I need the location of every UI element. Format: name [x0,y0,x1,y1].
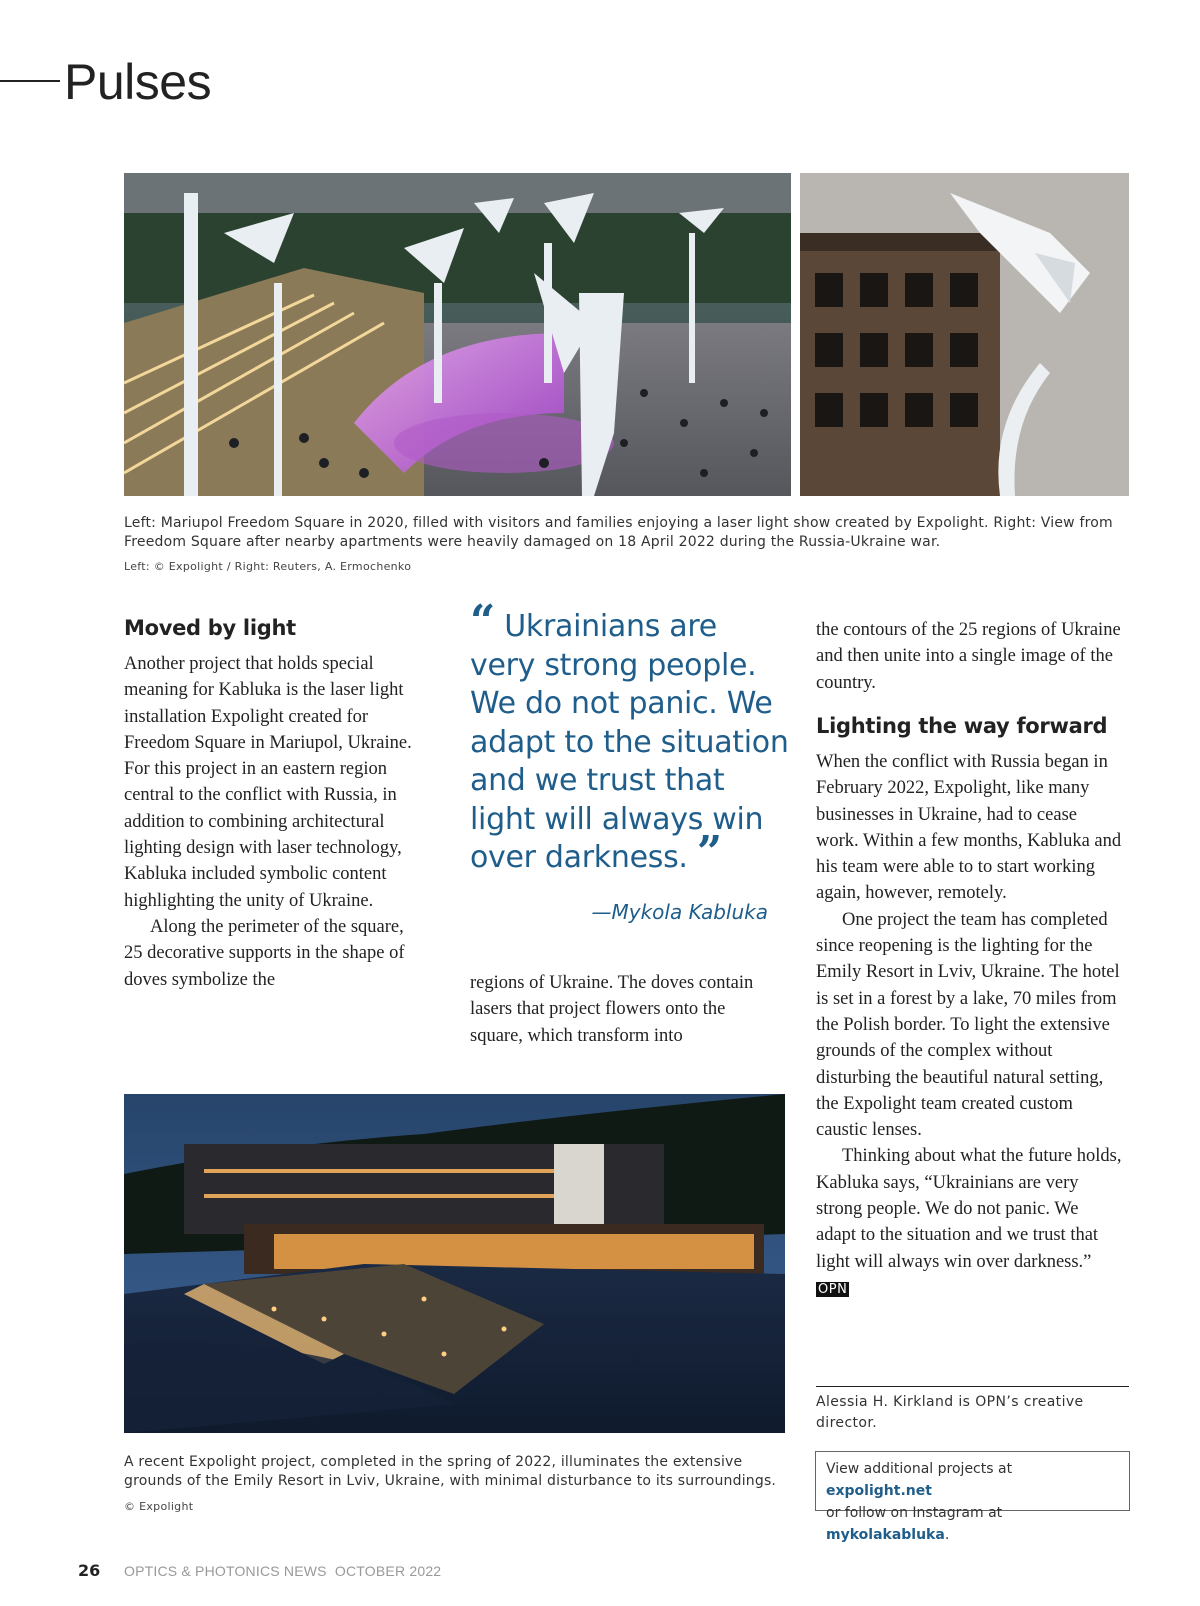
paragraph: When the conflict with Russia began in February 2022, Expolight, like many businesses in Ukraine, had to cease work. Within a few months, Kabluka and his team were able to to start working again, however, remotely. [816,752,1122,904]
box-line1-text: View additional projects at [826,1461,1013,1477]
paragraph [816,1143,1122,1303]
paragraph-text: Thinking about what the future holds, Kabluka says, “Ukrainians are very strong people. We do not panic. We adapt to the situation and we trust that light will always win over darkness.” [816,1146,1122,1272]
emily-resort-photo [124,1094,785,1433]
more-info-box [815,1451,1130,1543]
column-1-text [124,651,414,993]
page-number: 26 [78,1561,101,1580]
section-title: Pulses [64,54,212,110]
bio-rule [816,1386,1129,1387]
paragraph: One project the team has completed since reopening is the lighting for the Emily Resort in Lviv, Ukraine. The hotel is set in a forest by a lake, 70 miles from the Polish border. To light the extensive grounds of the complex without disturbing the beautiful natural setting, the Expolight team created custom caustic lenses. [816,909,1120,1141]
pull-quote [470,596,790,878]
damaged-building-photo [800,173,1129,496]
instagram-link[interactable]: mykolakabluka [826,1527,945,1543]
author-bio: Alessia H. Kirkland is OPN’s creative director. [816,1394,1084,1431]
heading-moved-by-light: Moved by light [124,616,296,640]
paragraph: Along the perimeter of the square, 25 decorative supports in the shape of doves symbolize the [124,916,405,990]
paragraph: regions of Ukraine. The doves contain lasers that project flowers onto the square, which transform into [470,973,754,1046]
freedom-square-photo [124,173,791,496]
pull-quote-attribution: —Mykola Kabluka [591,900,768,924]
pull-quote-text: Ukrainians are very strong people. We do not panic. We adapt to the situation and we trust that light will always win over darkness. [470,609,789,875]
paragraph: Another project that holds special meaning for Kabluka is the laser light installation Expolight created for Freedom Square in Mariupol, Ukraine. For this project in an eastern region central to the conflict with Russia, in addition to combining architectural lighting design with laser technology, Kabluka included symbolic content highlighting the unity of Ukraine. [124,654,412,911]
close-quote-mark: ” [696,827,722,878]
top-photo-credit: Left: © Expolight / Right: Reuters, A. Ermochenko [124,560,412,573]
paragraph: the contours of the 25 regions of Ukraine and then unite into a single image of the country. [816,620,1121,693]
publication-footer: OPTICS & PHOTONICS NEWS OCTOBER 2022 [124,1563,442,1579]
opn-end-mark: OPN [818,1281,848,1297]
expolight-link[interactable]: expolight.net [826,1483,932,1499]
box-line2-suffix: . [944,1527,950,1543]
open-quote-mark: “ [470,596,496,647]
bottom-photo-credit: © Expolight [124,1500,194,1513]
box-line2-text: or follow on Instagram at [826,1505,1003,1521]
column-3-text [816,749,1122,1303]
top-photo-caption: Left: Mariupol Freedom Square in 2020, filled with visitors and families enjoying a laser light show created by Expolight. Right: View from Freedom Square after nearby apartments were heavily damaged on 18 April 2022 during the Russia-Ukraine war. [124,515,1113,550]
column-2-text [470,970,770,1049]
bottom-photo-caption: A recent Expolight project, completed in the spring of 2022, illuminates the extensive grounds of the Emily Resort in Lviv, Ukraine, with minimal disturbance to its surroundings. [124,1454,777,1489]
heading-lighting-the-way-forward: Lighting the way forward [816,714,1108,738]
column-3-intro [816,617,1122,696]
header-rule [0,80,60,82]
